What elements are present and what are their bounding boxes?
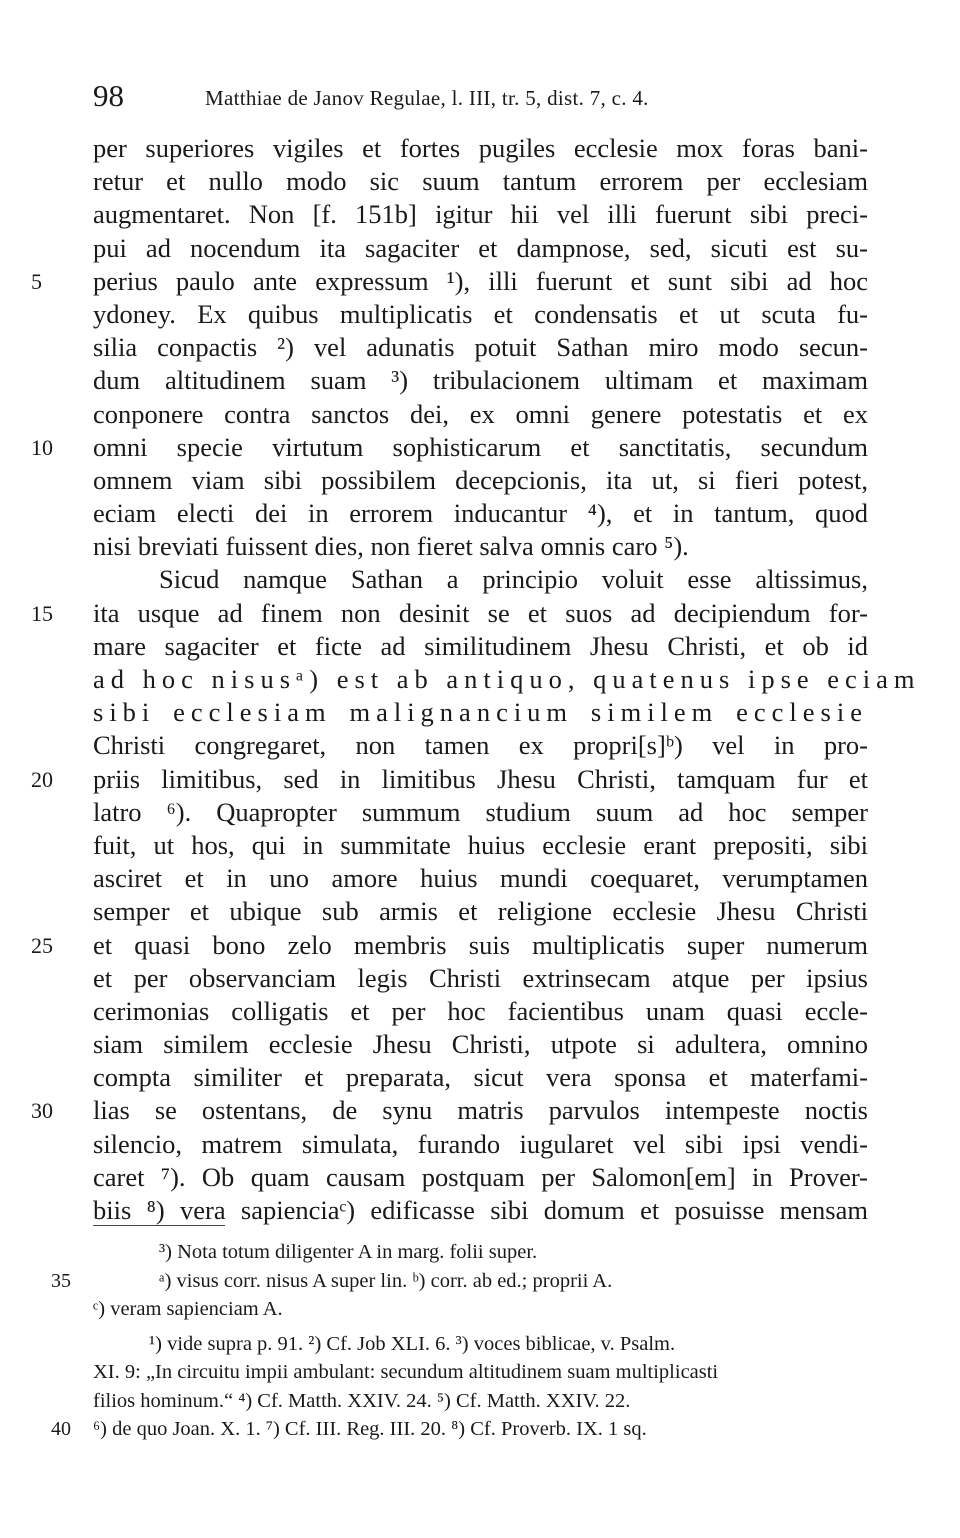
text-line: [93, 464, 868, 497]
line-number: 35: [51, 1269, 71, 1292]
text-line: [93, 530, 868, 563]
line-text: omni specie virtutum sophisticarum et sanctitatis, secundum: [93, 431, 868, 462]
footnote-line: [51, 1415, 868, 1444]
text-line: [93, 497, 868, 530]
line-text: sibi ecclesiam malignancium similem ecclesie: [93, 697, 868, 728]
text-line: [31, 929, 868, 962]
text-line: [93, 729, 868, 762]
text-line: [93, 198, 868, 231]
footnote-line: [93, 1295, 868, 1324]
running-head: Matthiae de Janov Regulae, l. III, tr. 5, dist. 7, c. 4.: [205, 86, 649, 110]
line-text: eciam electi dei in errorem inducantur ⁴), et in tantum, quod: [93, 498, 868, 529]
text-line: [93, 132, 868, 165]
text-line: [93, 663, 921, 696]
line-text: ydoney. Ex quibus multiplicatis et condensatis et ut scuta fu-: [93, 298, 868, 329]
text-line: [93, 1128, 868, 1161]
footnotes: [51, 1238, 868, 1444]
text-line: [93, 331, 868, 364]
footnote-text: XI. 9: „In circuitu impii ambulant: secundum altitudinem suam multiplicasti: [93, 1361, 719, 1383]
page-number: 98: [93, 78, 124, 113]
line-number: 30: [31, 1098, 53, 1124]
line-text: et per observanciam legis Christi extrinsecam atque per ipsius: [93, 962, 868, 993]
line-number: 5: [31, 268, 42, 294]
line-text: priis limitibus, sed in limitibus Jhesu Christi, tamquam fur et: [93, 763, 868, 794]
line-text: siam similem ecclesie Jhesu Christi, utpote si adultera, omnino: [93, 1029, 868, 1060]
footnote-line: [93, 1387, 868, 1416]
line-text: asciret et in uno amore huius mundi coequaret, verumptamen: [93, 863, 868, 894]
text-line: [31, 597, 868, 630]
line-text: Sicud namque Sathan a principio voluit esse altissimus,: [159, 564, 868, 595]
text-line: [93, 1061, 868, 1094]
line-text: Christi congregaret, non tamen ex propri[s]ᵇ) vel in pro-: [93, 730, 868, 761]
footnote-text: ᶜ) veram sapienciam A.: [93, 1298, 283, 1320]
footnote-text: ⁶) de quo Joan. X. 1. ⁷) Cf. III. Reg. III. 20. ⁸) Cf. Proverb. IX. 1 sq.: [93, 1418, 647, 1440]
line-number: 40: [51, 1418, 71, 1440]
line-text: conponere contra sanctos dei, ex omni genere potestatis et ex: [93, 398, 868, 429]
line-text: augmentaret. Non [f. 151b] igitur hii vel illi fuerunt sibi preci-: [93, 199, 868, 230]
text-line: [31, 1094, 868, 1127]
text-line: [93, 796, 868, 829]
text-line: [93, 696, 868, 729]
line-text: silencio, matrem simulata, furando iugularet vel sibi ipsi vendi-: [93, 1128, 868, 1159]
text-line: [93, 364, 868, 397]
text-line: [93, 298, 868, 331]
footnote-text: ¹) vide supra p. 91. ²) Cf. Job XLI. 6. ³) voces biblicae, v. Psalm.: [149, 1332, 676, 1355]
text-line: [93, 630, 868, 663]
line-text: ad hoc nisusᵃ) est ab antiquo, quatenus ipse eciam: [93, 664, 921, 694]
text-line: [93, 962, 868, 995]
line-text: biis ⁸) vera sapienciaᶜ) edificasse sibi domum et posuisse mensam: [93, 1195, 868, 1225]
line-text: silia conpactis ²) vel adunatis potuit Sathan miro modo secun-: [93, 332, 868, 363]
line-number: 25: [31, 932, 53, 958]
line-number: 20: [31, 766, 53, 792]
text-line: [93, 398, 868, 431]
footnote-line: [93, 1330, 868, 1359]
footnote-line: [51, 1267, 868, 1296]
text-line: [93, 895, 868, 928]
text-line: [93, 1161, 868, 1194]
line-text: pui ad nocendum ita sagaciter et dampnose, sed, sicuti est su-: [93, 232, 868, 263]
page-header: [93, 78, 883, 118]
line-text: dum altitudinem suam ³) tribulacionem ultimam et maximam: [93, 365, 868, 396]
line-text: semper et ubique sub armis et religione ecclesie Jhesu Christi: [93, 896, 868, 927]
line-text: nisi breviati fuissent dies, non fieret salva omnis caro ⁵).: [93, 531, 689, 562]
text-line: [93, 563, 868, 596]
text-line: [93, 1194, 868, 1227]
line-text: retur et nullo modo sic suum tantum errorem per ecclesiam: [93, 166, 868, 197]
text-line: [93, 829, 868, 862]
footnote-text: ³) Nota totum diligenter A in marg. folii super.: [159, 1241, 538, 1263]
line-text: omnem viam sibi possibilem decepcionis, ita ut, si fieri potest,: [93, 464, 868, 495]
footnote-line: [93, 1238, 868, 1267]
line-text: ita usque ad finem non desinit se et suos ad decipiendum for-: [93, 597, 868, 628]
line-text: per superiores vigiles et fortes pugiles ecclesie mox foras bani-: [93, 133, 868, 163]
line-text: perius paulo ante expressum ¹), illi fuerunt et sunt sibi ad hoc: [93, 265, 868, 296]
line-text: lias se ostentans, de synu matris parvulos intempeste noctis: [93, 1095, 868, 1126]
line-text: fuit, ut hos, qui in summitate huius ecclesie erant prepositi, sibi: [93, 829, 868, 860]
text-line: [31, 431, 868, 464]
footnote-line: [93, 1358, 868, 1387]
footnote-divider: [93, 1225, 225, 1226]
line-number: 10: [31, 434, 53, 460]
text-line: [31, 265, 868, 298]
text-line: [93, 165, 868, 198]
line-text: cerimonias colligatis et per hoc facientibus unam quasi eccle-: [93, 995, 868, 1026]
line-number: 15: [31, 600, 53, 626]
text-line: [93, 232, 868, 265]
text-line: [93, 862, 868, 895]
line-text: latro ⁶). Quapropter summum studium suum ad hoc semper: [93, 796, 868, 827]
footnote-text: filios hominum.“ ⁴) Cf. Matth. XXIV. 24. ⁵) Cf. Matth. XXIV. 22.: [93, 1389, 631, 1412]
text-line: [31, 763, 868, 796]
text-line: [93, 1028, 868, 1061]
main-text: [31, 132, 921, 1227]
footnote-text: ᵃ) visus corr. nisus A super lin. ᵇ) corr. ab ed.; proprii A.: [159, 1269, 613, 1292]
line-text: caret ⁷). Ob quam causam postquam per Salomon[em] in Prover-: [93, 1161, 868, 1192]
line-text: compta similiter et preparata, sicut vera sponsa et materfami-: [93, 1062, 868, 1093]
line-text: et quasi bono zelo membris suis multiplicatis super numerum: [93, 929, 868, 960]
line-text: mare sagaciter et ficte ad similitudinem Jhesu Christi, et ob id: [93, 630, 868, 661]
text-line: [93, 995, 868, 1028]
